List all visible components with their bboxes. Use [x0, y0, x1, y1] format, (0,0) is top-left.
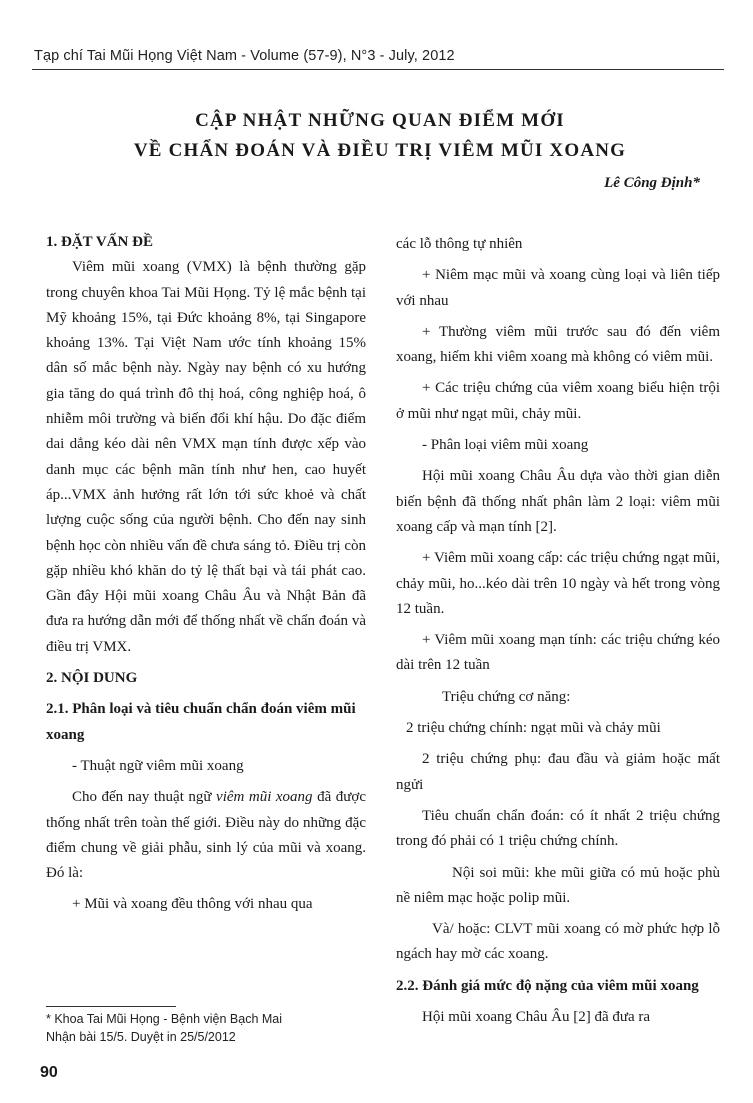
term-para-italic: viêm mũi xoang [216, 789, 313, 806]
main-symptoms: 2 triệu chứng chính: ngạt mũi và chảy mũi [406, 720, 661, 737]
continuation-line: các lỗ thông tự nhiên [396, 236, 523, 252]
chronic-definition: + Viêm mũi xoang mạn tính: các triệu chứng kéo dài trên 12 tuần [396, 632, 720, 674]
term-para-a: Cho đến nay thuật ngữ [72, 789, 217, 806]
bullet-3: + Thường viêm mũi trước sau đó đến viêm xoang, hiếm khi viêm xoang mà không có viêm mũi. [396, 323, 720, 366]
minor-symptoms: 2 triệu chứng phụ: đau đầu và giảm hoặc mất ngửi [396, 751, 720, 793]
endoscopy-finding: Nội soi mũi: khe mũi giữa có mủ hoặc phù nề niêm mạc hoặc polip mũi. [396, 864, 720, 906]
acute-definition: + Viêm mũi xoang cấp: các triệu chứng ngạt mũi, chảy mũi, ho...kéo dài trên 10 ngày và hết trong vòng 12 tuần. [396, 550, 720, 617]
term-line: - Thuật ngữ viêm mũi xoang [72, 757, 244, 774]
ct-finding: Và/ hoặc: CLVT mũi xoang có mờ phức hợp lỗ ngách hay mờ các xoang. [396, 921, 720, 963]
section-2-1-heading: 2.1. Phân loại và tiêu chuẩn chẩn đoán viêm mũi xoang [46, 701, 356, 743]
left-column [46, 230, 366, 918]
section-1-heading: 1. ĐẶT VẤN ĐỀ [46, 234, 153, 250]
diagnostic-criteria: Tiêu chuẩn chẩn đoán: có ít nhất 2 triệu chứng trong đó phải có 1 triệu chứng chính. [396, 807, 720, 850]
classify-line: - Phân loại viêm mũi xoang [422, 437, 589, 454]
bullet-2: + Niêm mạc mũi và xoang cùng loại và liên tiếp với nhau [396, 267, 720, 309]
running-header: Tạp chí Tai Mũi Họng Việt Nam - Volume (57-9), N°3 - July, 2012 [34, 48, 455, 64]
footnote [46, 1010, 376, 1046]
functional-symptoms: Triệu chứng cơ năng: [442, 688, 571, 705]
title-line-1: CẬP NHẬT NHỮNG QUAN ĐIỂM MỚI [195, 110, 565, 131]
title-line-2: VỀ CHẨN ĐOÁN VÀ ĐIỀU TRỊ VIÊM MŨI XOANG [133, 140, 627, 161]
article-title [60, 106, 700, 166]
classify-paragraph: Hội mũi xoang Châu Âu dựa vào thời gian diễn biến bệnh đã thống nhất phân làm 2 loại: viêm mũi xoang cấp và mạn tính [2]. [396, 468, 720, 535]
footnote-rule [46, 1006, 176, 1007]
bullet-1: + Mũi và xoang đều thông với nhau qua [72, 896, 313, 913]
section-1-paragraph: Viêm mũi xoang (VMX) là bệnh thường gặp trong chuyên khoa Tai Mũi Họng. Tỷ lệ mắc bệnh tại Mỹ khoảng 15%, tại Đức khoảng 8%, tại Singapore khoảng 13%. Tại Việt Nam ước tính khoảng 15% dân số mắc bệnh này. Ngày nay bệnh có xu hướng gia tăng do quá trình đô thị hoá, công nghiệp hoá, ô nhiễm môi trường và biến đổi khí hậu. Do đặc điểm dai dẳng kéo dài nên VMX mạn tính được xếp vào danh mục các bệnh mãn tính như hen, cao huyết áp...VMX ảnh hưởng rất lớn tới sức khoẻ và chất lượng cuộc sống của người bệnh. Cho đến nay sinh bệnh học còn nhiều vấn đề chưa sáng tỏ. Điều trị còn gặp nhiều khó khăn do tỷ lệ thất bại và tái phát cao. Gần đây Hội mũi xoang Châu Âu và Nhật Bản đã đưa ra hướng dẫn mới để thống nhất về chẩn đoán và điều trị VMX. [46, 259, 366, 655]
footnote-affiliation: * Khoa Tai Mũi Họng - Bệnh viện Bạch Mai [46, 1012, 283, 1026]
page-number: 90 [40, 1064, 58, 1081]
section-2-2-heading: 2.2. Đánh giá mức độ nặng của viêm mũi xoang [396, 977, 699, 994]
section-2-2-start: Hội mũi xoang Châu Âu [2] đã đưa ra [422, 1009, 651, 1026]
right-column [396, 232, 720, 1030]
term-para-b: đã được thống nhất trên toàn thế giới. Điều này do những đặc điểm chung về giải phẫu, sinh lý của mũi và xoang. Đó là: [46, 789, 366, 882]
footnote-dates: Nhận bài 15/5. Duyệt in 25/5/2012 [46, 1030, 236, 1044]
header-rule [32, 69, 724, 70]
bullet-4: + Các triệu chứng của viêm xoang biểu hiện trội ở mũi như ngạt mũi, chảy mũi. [396, 380, 720, 422]
section-2-heading: 2. NỘI DUNG [46, 670, 138, 687]
author: Lê Công Định* [604, 175, 700, 191]
term-paragraph [46, 785, 366, 886]
